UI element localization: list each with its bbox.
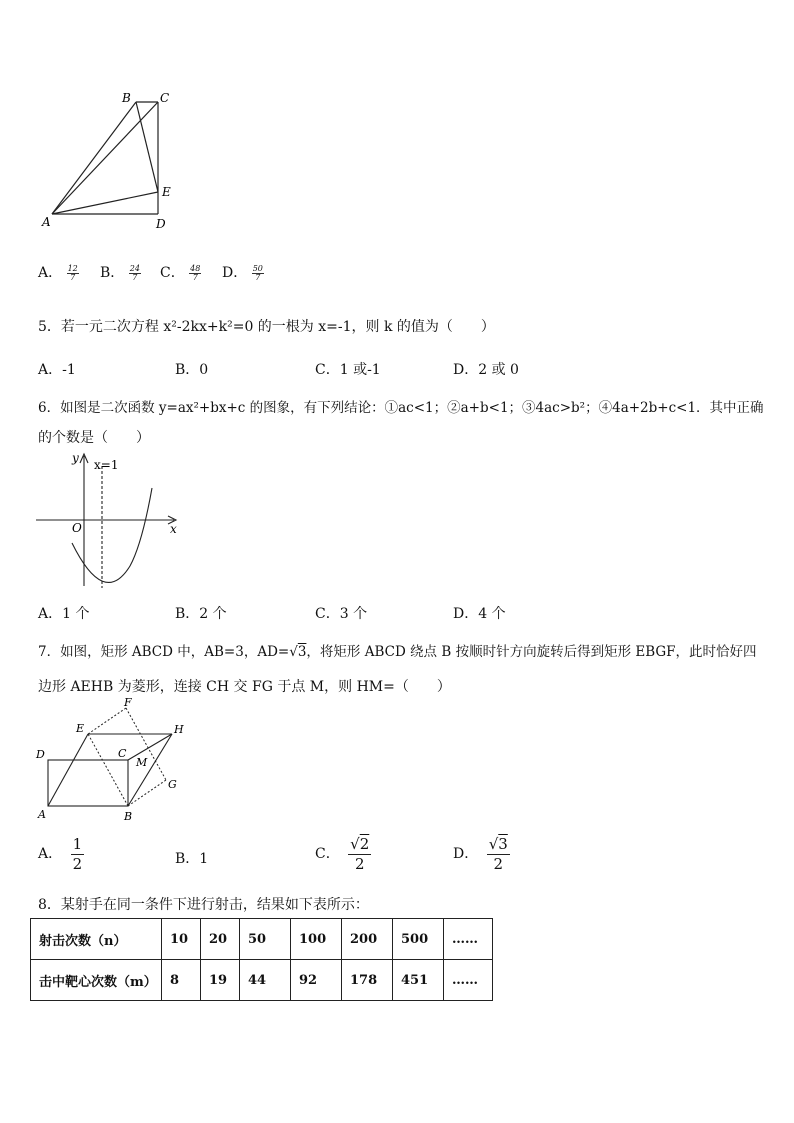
q6-option-b[interactable]: B．2 个 [175,606,227,622]
table-cell: 92 [291,960,342,1001]
fraction: $\frac{√2}{2}$ [350,835,370,873]
q5-option-d[interactable]: D．2 或 0 [453,362,519,378]
table-cell: 44 [240,960,291,1001]
label-B: B [122,91,131,105]
table-cell: 射击次数（n） [31,919,162,960]
option-letter: B． [100,265,125,281]
label-E: E [162,185,171,199]
label-A: A [38,808,46,821]
q7-text-a: 7．如图，矩形 ABCD 中，AB=3，AD= [38,644,290,660]
q4-option-c[interactable] [160,262,201,282]
option-letter: C． [160,265,185,281]
q4-figure [38,88,188,233]
table-cell: …… [444,919,493,960]
sqrt-3: √3 [289,644,307,660]
q4-option-a[interactable] [38,262,79,282]
q6-option-a[interactable]: A．1 个 [38,606,90,622]
q8-table [30,918,493,1001]
label-D: D [156,217,166,231]
q6-stem-line1: 6．如图是二次函数 y=ax²+bx+c 的图象，有下列结论：①ac<1；②a+b<1；③4ac>b²；④4a+2b+c<1．其中正确 [38,400,764,416]
fraction: $\frac{1}{2}$ [72,835,83,873]
table-cell: 20 [201,919,240,960]
table-row [31,960,493,1001]
table-cell: 451 [393,960,444,1001]
q6-stem-line2: 的个数是（ ） [38,430,150,446]
q5-option-b[interactable]: B．0 [175,362,209,378]
q5-option-c[interactable]: C．1 或-1 [315,362,381,378]
fraction: $\frac{√3}{2}$ [488,835,508,873]
option-letter: A． [38,846,63,862]
x-axis-label: x [170,522,177,536]
q7-stem-line2: 边形 AEHB 为菱形，连接 CH 交 FG 于点 M，则 HM=（ ） [38,679,451,695]
table-cell: 8 [162,960,201,1001]
option-letter: D． [453,846,479,862]
table-cell: 500 [393,919,444,960]
table-cell: 19 [201,960,240,1001]
label-D: D [36,748,45,761]
q6-graph [34,448,184,593]
label-C: C [160,91,170,105]
option-letter: C． [315,846,340,862]
label-H: H [174,723,184,736]
table-cell: 50 [240,919,291,960]
table-cell: 178 [342,960,393,1001]
table-cell: 200 [342,919,393,960]
label-C: C [118,747,127,760]
table-cell: …… [444,960,493,1001]
table-row [31,919,493,960]
q7-option-c[interactable] [315,836,371,872]
label-F: F [124,696,132,709]
label-A: A [42,215,51,229]
label-G: G [168,778,177,791]
table-cell: 10 [162,919,201,960]
option-letter: A． [38,265,63,281]
label-M: M [136,756,148,769]
q7-option-d[interactable] [453,836,510,872]
label-E: E [76,722,85,735]
y-axis-label: y [72,451,79,465]
q5-option-a[interactable]: A．-1 [38,362,76,378]
q7-option-b[interactable]: B．1 [175,851,209,867]
q6-option-c[interactable]: C．3 个 [315,606,368,622]
q7-text-b: ，将矩形 ABCD 绕点 B 按顺时针方向旋转后得到矩形 EBGF，此时恰好四 [306,644,757,660]
axis-of-symmetry-label: x=1 [94,458,119,472]
fraction: $\frac{50}{7}$ [252,263,263,282]
origin-label: O [72,521,82,535]
table-cell: 击中靶心次数（m） [31,960,162,1001]
table-cell: 100 [291,919,342,960]
q7-stem-line1 [38,640,757,660]
fraction: $\frac{12}{7}$ [67,263,78,282]
q6-option-d[interactable]: D．4 个 [453,606,506,622]
fraction: $\frac{48}{7}$ [190,263,201,282]
q7-figure [30,696,190,826]
q7-option-a[interactable] [38,836,84,872]
q4-option-b[interactable] [100,262,141,282]
fraction: $\frac{24}{7}$ [129,263,140,282]
q4-option-d[interactable] [222,262,264,282]
option-letter: D． [222,265,248,281]
q5-stem: 5．若一元二次方程 x²-2kx+k²=0 的一根为 x=-1，则 k 的值为（ ） [38,319,495,335]
label-B: B [124,810,133,823]
q8-stem: 8．某射手在同一条件下进行射击，结果如下表所示： [38,897,369,913]
